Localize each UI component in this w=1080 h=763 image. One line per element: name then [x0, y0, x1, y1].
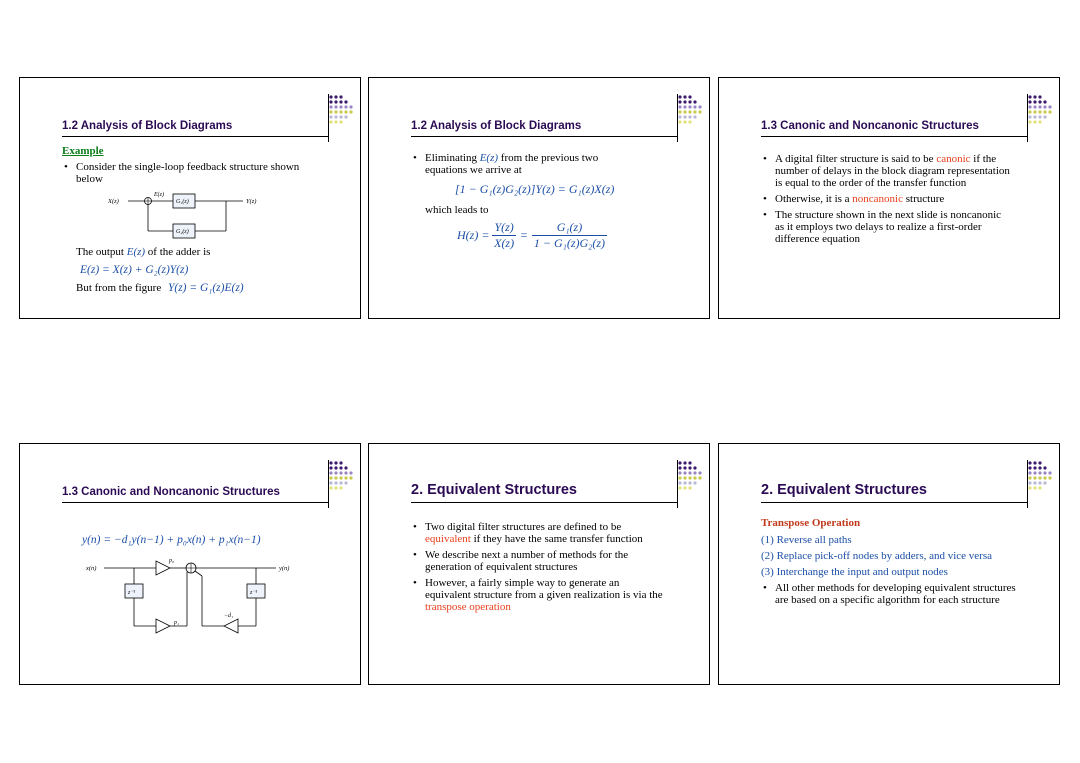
- step-1: (1) Reverse all paths: [761, 534, 852, 546]
- decorative-dots-icon: [1027, 460, 1057, 500]
- title-rule: [761, 502, 1028, 503]
- step-3: (3) Interchange the input and output nodes: [761, 566, 948, 578]
- noncanonic-structure-diagram: [86, 556, 306, 641]
- step-2: (2) Replace pick-off nodes by adders, and vice versa: [761, 550, 993, 562]
- slide-1: [19, 77, 361, 319]
- label-p1: p₁: [174, 620, 180, 626]
- difference-equation: y(n) = −d₁y(n−1) + p₀x(n) + p₁x(n−1): [82, 534, 261, 546]
- bullet: • We describe next a number of methods for the generation of equivalent structures: [411, 549, 666, 573]
- slide-title: 1.3 Canonic and Noncanonic Structures: [62, 486, 280, 498]
- label-z2: z⁻¹: [250, 590, 258, 596]
- bullet: • Consider the single-loop feedback structure shown below: [62, 161, 316, 185]
- equation-loop: [1 − G₁(z)G₂(z)]Y(z) = G₁(z)X(z): [455, 182, 615, 196]
- title-rule: [62, 502, 329, 503]
- slide-body: [761, 517, 1016, 610]
- gain-p1: [156, 619, 170, 633]
- fraction-1: $\frac{Y(z)}{X(z)}$: [494, 220, 515, 250]
- equation-e: E(z) = X(z) + G₂(z)Y(z): [80, 264, 189, 276]
- bullet: • Eliminating E(z) from the previous two equations we arrive at: [411, 152, 636, 176]
- slide-title: 2. Equivalent Structures: [411, 482, 577, 498]
- bullet: • All other methods for developing equivalent structures are based on a specific algorithm for each structure: [761, 582, 1016, 606]
- title-rule: [411, 502, 678, 503]
- label-y: Y(z): [246, 198, 257, 205]
- label-g1: G₁(z): [176, 199, 189, 205]
- slide-body: [411, 152, 636, 180]
- title-vertical-rule: [1027, 94, 1028, 142]
- title-rule: [62, 136, 329, 137]
- decorative-dots-icon: [1027, 94, 1057, 134]
- output-line: The output E(z) of the adder is: [76, 246, 211, 258]
- label-p0: p₀: [169, 558, 175, 564]
- bullet: • Two digital filter structures are defined to be equivalent if they have the same transfer function: [411, 521, 666, 545]
- gain-d1: [224, 619, 238, 633]
- bullet: • However, a fairly simple way to generate an equivalent structure from a given realization is via the transpose operation: [411, 577, 666, 613]
- slide-4: [19, 443, 361, 685]
- fraction-2: $\frac{\text{G₁(z)}}{\text{1 − G₁(z)G₂(z)}}$: [533, 220, 605, 250]
- title-vertical-rule: [328, 94, 329, 142]
- slide-title: 1.3 Canonic and Noncanonic Structures: [761, 120, 979, 132]
- bullet: • Otherwise, it is a noncanonic structure: [761, 193, 1011, 205]
- slide-body: [411, 521, 666, 617]
- label-y: y(n): [279, 565, 290, 572]
- decorative-dots-icon: [677, 460, 707, 500]
- slide-body: [62, 145, 329, 189]
- example-heading: Example: [62, 145, 104, 157]
- feedback-block-diagram: [108, 189, 268, 244]
- decorative-dots-icon: [328, 460, 358, 500]
- label-z1: z⁻¹: [128, 590, 136, 596]
- slide-title: 1.2 Analysis of Block Diagrams: [62, 120, 233, 132]
- figure-line: But from the figure Y(z) = G₁(z)E(z): [76, 282, 244, 294]
- slide-3: [718, 77, 1060, 319]
- slide-2: [368, 77, 710, 319]
- slide-6: [718, 443, 1060, 685]
- title-rule: [411, 136, 678, 137]
- slide-title: 2. Equivalent Structures: [761, 482, 927, 498]
- which-leads-to: which leads to: [425, 204, 489, 216]
- bullet: • The structure shown in the next slide is noncanonic as it employs two delays to realize a first-order difference equation: [761, 209, 1011, 245]
- decorative-dots-icon: [677, 94, 707, 134]
- title-vertical-rule: [677, 460, 678, 508]
- title-vertical-rule: [677, 94, 678, 142]
- label-e: E(z): [154, 192, 164, 198]
- title-rule: [761, 136, 1028, 137]
- slide-title: 1.2 Analysis of Block Diagrams: [411, 120, 582, 132]
- label-g2: G₂(z): [176, 229, 189, 235]
- bullet: • A digital filter structure is said to be canonic if the number of delays in the block diagram representation is equal to the order of the transfer function: [761, 153, 1011, 189]
- transfer-function: H(z) = $\frac{Y(z)}{X(z)}$ = $\frac{\text{G₁(z)}}{\text{1 − G₁(z)G₂(z)}}$: [457, 220, 605, 250]
- slide-body: [761, 153, 1011, 249]
- title-vertical-rule: [328, 460, 329, 508]
- transpose-heading: Transpose Operation: [761, 517, 861, 529]
- slide-5: [368, 443, 710, 685]
- decorative-dots-icon: [328, 94, 358, 134]
- gain-p0: [156, 561, 170, 575]
- label-x: x(n): [86, 565, 97, 572]
- title-vertical-rule: [1027, 460, 1028, 508]
- label-x: X(z): [108, 198, 119, 205]
- label-d1: −d₁: [224, 613, 234, 619]
